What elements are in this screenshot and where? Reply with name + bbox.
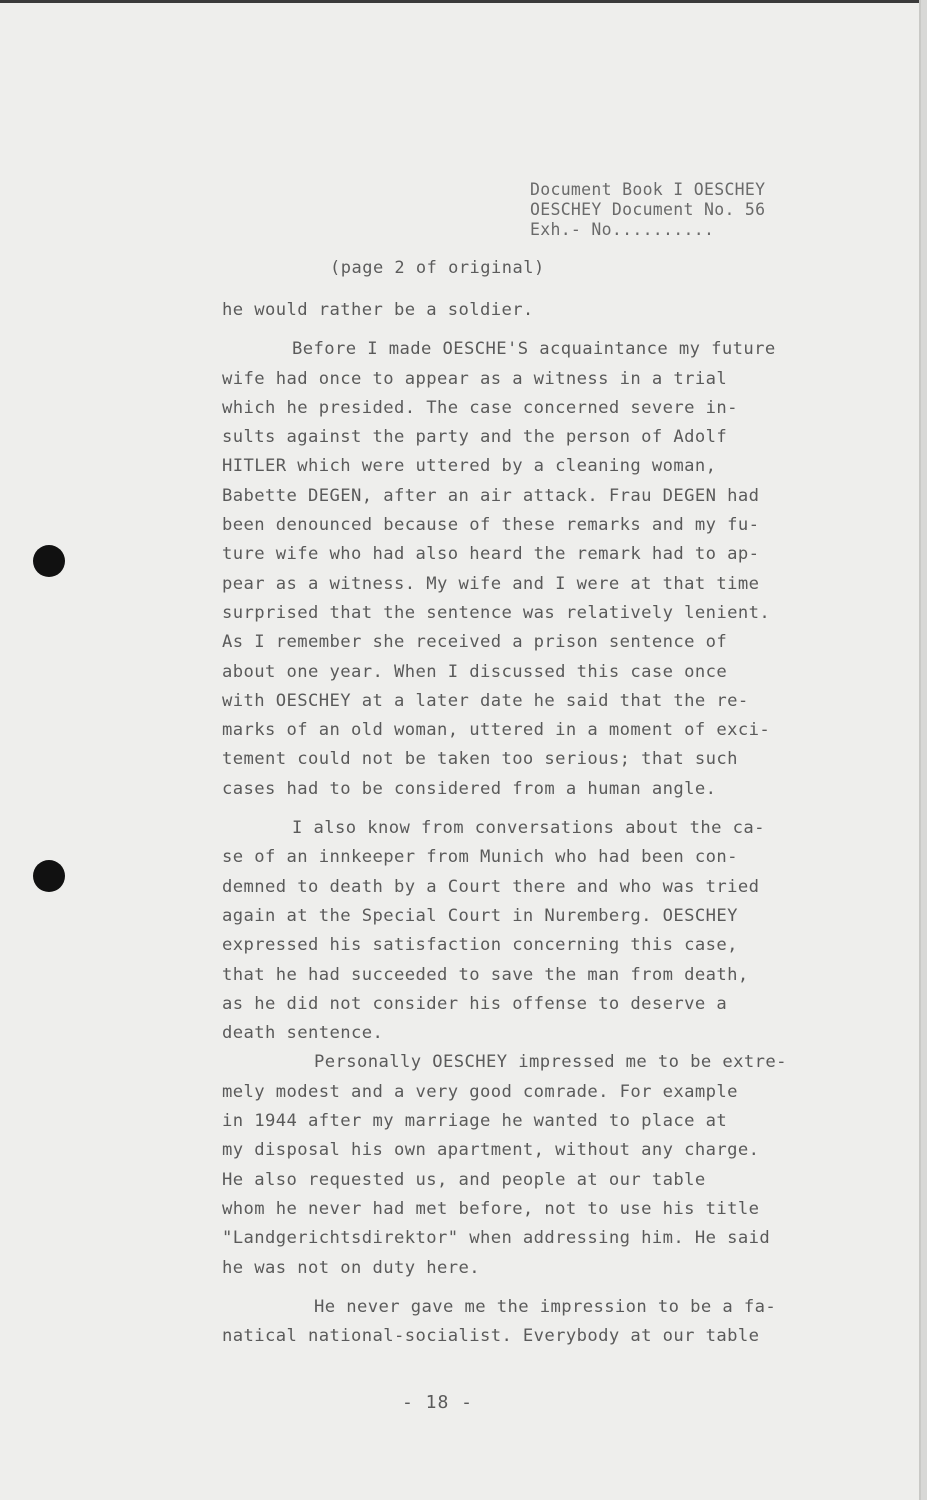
text-line: death sentence.	[222, 1023, 384, 1044]
text-line: As I remember she received a prison sentence of	[222, 632, 728, 653]
text-line: in 1944 after my marriage he wanted to place at	[222, 1111, 728, 1132]
header-line-book: Document Book I OESCHEY	[530, 180, 766, 199]
paragraph-gap	[222, 804, 847, 814]
text-line: Babette DEGEN, after an air attack. Frau DEGEN had	[222, 485, 760, 506]
text-line: about one year. When I discussed this case once	[222, 661, 728, 682]
text-line: I also know from conversations about the ca-	[292, 818, 765, 839]
punch-hole-bottom	[33, 860, 65, 892]
text-line: ture wife who had also heard the remark had to ap-	[222, 544, 760, 565]
paragraph	[222, 814, 847, 1048]
document-header	[530, 180, 765, 240]
scan-top-edge	[0, 0, 919, 3]
text-line: pear as a witness. My wife and I were at that time	[222, 573, 760, 594]
paragraph-gap	[222, 1283, 847, 1293]
text-line: "Landgerichtsdirektor" when addressing him. He said	[222, 1228, 771, 1249]
text-line: HITLER which were uttered by a cleaning woman,	[222, 456, 717, 477]
header-line-exhibit: Exh.- No..........	[530, 220, 715, 239]
paragraph	[222, 335, 847, 804]
text-line: Personally OESCHEY impressed me to be extre-	[314, 1052, 787, 1073]
text-line: as he did not consider his offense to deserve a	[222, 993, 728, 1014]
text-line: tement could not be taken too serious; that such	[222, 749, 738, 770]
text-line: that he had succeeded to save the man from death,	[222, 964, 749, 985]
text-line: natical national-socialist. Everybody at our table	[222, 1326, 760, 1347]
text-line: mely modest and a very good comrade. For example	[222, 1081, 738, 1102]
text-line: he would rather be a soldier.	[222, 300, 534, 320]
punch-hole-top	[33, 545, 65, 577]
text-line: whom he never had met before, not to use his title	[222, 1198, 760, 1219]
text-line: wife had once to appear as a witness in a trial	[222, 368, 728, 389]
paragraph-gap	[222, 325, 847, 335]
text-line: again at the Special Court in Nuremberg. OESCHEY	[222, 905, 738, 926]
text-line: with OESCHEY at a later date he said that the re-	[222, 690, 749, 711]
scan-right-edge	[921, 0, 927, 1500]
text-line: marks of an old woman, uttered in a moment of exci-	[222, 720, 771, 741]
text-line: cases had to be considered from a human angle.	[222, 778, 717, 799]
paragraph	[222, 1293, 847, 1352]
text-line: which he presided. The case concerned severe in-	[222, 397, 738, 418]
body-text	[222, 296, 847, 1351]
text-line: He never gave me the impression to be a fa-	[314, 1296, 777, 1317]
text-line: se of an innkeeper from Munich who had been con-	[222, 847, 738, 868]
text-line: been denounced because of these remarks and my fu-	[222, 515, 760, 536]
text-line: expressed his satisfaction concerning this case,	[222, 935, 738, 956]
text-line: He also requested us, and people at our table	[222, 1169, 706, 1190]
text-line: sults against the party and the person of Adolf	[222, 427, 728, 448]
text-line: my disposal his own apartment, without any charge.	[222, 1140, 760, 1161]
paragraph	[222, 296, 847, 325]
page-reference: (page 2 of original)	[330, 258, 545, 278]
text-line: Before I made OESCHE'S acquaintance my future	[292, 339, 776, 360]
text-line: demned to death by a Court there and who was tried	[222, 876, 760, 897]
text-line: he was not on duty here.	[222, 1257, 480, 1278]
header-line-document-number: OESCHEY Document No. 56	[530, 200, 766, 219]
text-line: surprised that the sentence was relatively lenient.	[222, 602, 771, 623]
paragraph	[222, 1048, 847, 1282]
page-number: - 18 -	[402, 1392, 474, 1413]
